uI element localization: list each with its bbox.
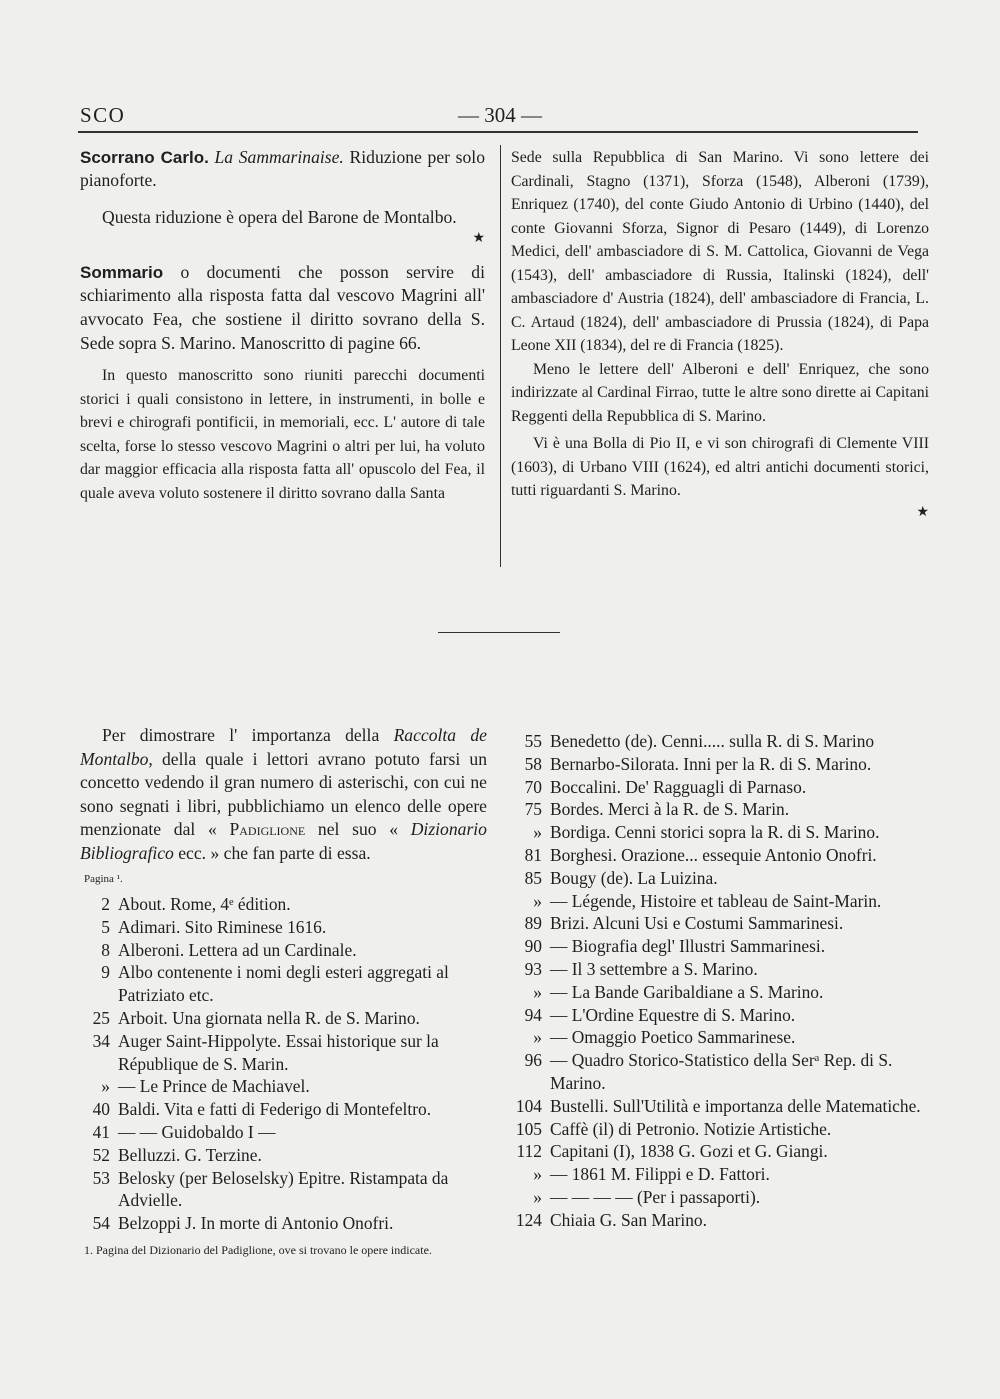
item-title: — 1861 M. Filippi e D. Fattori. [550, 1164, 770, 1185]
item-title: Brizi. Alcuni Usi e Costumi Sammarinesi. [550, 913, 844, 934]
item-title: — Légende, Histoire et tableau de Saint-Marin. [550, 890, 882, 911]
entry-note: Questa riduzione è opera del Barone de Montalbo. [102, 206, 457, 227]
paragraph: Sede sulla Repubblica di San Marino. Vi sono lettere dei Cardinali, Stagno (1371), Sforza (1548), Alberoni (1739), Enriquez (1740), del conte Giudo Antonio di Urbino (1440), del conte Giovanni Sforza, Signor di Pesaro (1449), di Lorenzo Medici, dell' ambasciadore di S. M. Cattolica, Giovanni de Vega (1543), dell' ambasciadore di Russia, Italinski (1824), dell' ambasciadore d' Austria (1824), dell' ambasciadore di Francia, L. C. Artaud (1824), dell' ambasciadore di Prussia (1824), di Papa Leone XII (1834), del re di Francia (1825). [511, 149, 929, 354]
item-page-number: 40 [92, 1099, 110, 1120]
item-page-number: 89 [524, 913, 542, 934]
entry-scorrano [80, 146, 485, 193]
list-item [512, 1049, 932, 1095]
list-item [80, 1212, 492, 1235]
item-page-number: 104 [515, 1095, 542, 1116]
list-item [80, 1007, 492, 1030]
entry-title: La Sammarinaise. [214, 147, 344, 167]
item-title: Belluzzi. G. Terzine. [118, 1144, 262, 1165]
list-item [80, 1144, 492, 1167]
item-page-number: 93 [524, 958, 542, 979]
intro-text: ecc. » che fan parte di essa. [178, 842, 371, 863]
header-rule [78, 131, 918, 133]
intro-text: Per dimostrare l' importanza della [102, 725, 380, 745]
intro-italic: Raccolta de Montalbo, [80, 725, 487, 769]
item-page-number: 5 [101, 916, 110, 937]
list-item [512, 1140, 932, 1163]
footnote: 1. Pagina del Dizionario del Padiglione, ove si trovano le opere indicate. [84, 1243, 432, 1257]
item-title: Bordiga. Cenni storici sopra la R. di S. Marino. [550, 822, 880, 843]
right-column [511, 146, 929, 523]
item-page-number: 94 [524, 1004, 542, 1025]
list-item [80, 893, 492, 916]
item-title: Belzoppi J. In morte di Antonio Onofri. [118, 1213, 394, 1234]
item-page-number: 34 [92, 1030, 110, 1051]
list-item [80, 916, 492, 939]
item-title: Borghesi. Orazione... essequie Antonio Onofri. [550, 844, 877, 865]
item-page-number: » [533, 890, 542, 911]
list-item [512, 753, 932, 776]
asterisk-mark: ★ [472, 230, 485, 246]
item-page-number: 58 [524, 753, 542, 774]
item-title: Bustelli. Sull'Utilità e importanza delle Matematiche. [550, 1095, 921, 1116]
item-title: Bordes. Merci à la R. de S. Marin. [550, 799, 790, 820]
item-title: — La Bande Garibaldiane a S. Marino. [550, 981, 824, 1002]
entry-keyword: Scorrano Carlo. [80, 148, 209, 167]
item-page-number: 85 [524, 867, 542, 888]
item-title: Bernarbo-Silorata. Inni per la R. di S. Marino. [550, 753, 872, 774]
item-title: — L'Ordine Equestre di S. Marino. [550, 1004, 796, 1025]
column-divider [500, 145, 501, 567]
list-item [512, 730, 932, 753]
list-item [80, 1075, 492, 1098]
item-title: — Biografia degl' Illustri Sammarinesi. [550, 936, 826, 957]
item-page-number: » [101, 1076, 110, 1097]
paragraph: Meno le lettere dell' Alberoni e dell' Enriquez, che sono indirizzate al Cardinal Firrao, tutte le altre sono dirette ai Capitani Reggenti della Repubblica di S. Marino. [511, 360, 929, 425]
item-title: — Le Prince de Machiavel. [118, 1076, 310, 1097]
item-page-number: » [533, 822, 542, 843]
list-item [512, 1095, 932, 1118]
list-item [512, 1026, 932, 1049]
list-item [512, 958, 932, 981]
item-page-number: 54 [92, 1213, 110, 1234]
intro-paragraph [80, 724, 487, 866]
list-item [80, 1167, 492, 1213]
item-title: — — — — (Per i passaporti). [550, 1186, 761, 1207]
list-item [512, 935, 932, 958]
paragraph: Vi è una Bolla di Pio II, e vi son chirografi di Clemente VIII (1603), di Urbano VIII (1624), ed altri antichi documenti storici, tutti riguardanti S. Marino. [511, 435, 929, 499]
item-page-number: 53 [92, 1167, 110, 1188]
page-number: — 304 — [458, 103, 542, 127]
item-page-number: 75 [524, 799, 542, 820]
item-title: Capitani (I), 1838 G. Gozi et G. Giangi. [550, 1141, 828, 1162]
item-page-number: 2 [101, 894, 110, 914]
item-page-number: » [533, 981, 542, 1002]
entry-text: o documenti che posson servire di schiarimento alla risposta fatta dal vescovo Magrini all' avvocato Fea, che sostiene il diritto sovrano della S. Sede sopra S. Marino. Manoscritto di pagine 66. [80, 261, 485, 353]
entry-keyword: Sommario [80, 262, 164, 282]
list-item [80, 939, 492, 962]
item-page-number: » [533, 1186, 542, 1207]
item-title: Belosky (per Beloselsky) Epitre. Ristampata da Advielle. [118, 1167, 449, 1211]
item-title: — Il 3 settembre a S. Marino. [550, 958, 758, 979]
bibliography-list-left [80, 893, 492, 1235]
entry-note: In questo manoscritto sono riuniti parecchi documenti storici i quali consistono in lettere, in instrumenti, in bolle e brevi e chirografi pontificii, in memoriali, ecc. L' autore di tale scelta, forse lo stesso vescovo Magrini o altri per lui, ha voluto dar maggior efficacia alla risposta fatta all' opuscolo del Fea, il quale aveva voluto sostenere il diritto sovrano dalla Santa [80, 367, 485, 502]
asterisk-mark: ★ [916, 504, 929, 520]
item-title: Adimari. Sito Riminese 1616. [118, 916, 327, 937]
header-section: SCO [80, 103, 126, 127]
entry-sommario [80, 261, 485, 355]
section-rule [438, 632, 560, 633]
intro-text: della quale i lettori avrano potuto farsi un concetto vedendo il gran numero di asterischi, con cui ne sono segnati i libri, pubblichiamo un elenco delle opere menzionate dal « [80, 748, 488, 840]
item-page-number: 90 [524, 936, 542, 957]
item-page-number: 52 [92, 1144, 110, 1165]
list-item [512, 1118, 932, 1141]
item-title: Caffè (il) di Petronio. Notizie Artistiche. [550, 1118, 832, 1139]
item-title: Benedetto (de). Cenni..... sulla R. di S. Marino [550, 731, 875, 751]
item-page-number: 9 [101, 962, 110, 983]
item-page-number: 70 [524, 776, 542, 797]
item-title: Auger Saint-Hippolyte. Essai historique sur la République de S. Marin. [118, 1030, 439, 1074]
item-page-number: 96 [524, 1050, 542, 1071]
list-item [512, 821, 932, 844]
list-item [512, 912, 932, 935]
entry-text: Riduzione per solo pianoforte. [80, 147, 485, 191]
bibliography-list-right [512, 730, 932, 1232]
list-item [512, 890, 932, 913]
item-title: Bougy (de). La Luizina. [550, 867, 718, 888]
item-page-number: 55 [524, 731, 542, 751]
item-page-number: » [533, 1027, 542, 1048]
list-item [80, 1098, 492, 1121]
intro-text: nel suo « [317, 819, 399, 840]
list-item [512, 798, 932, 821]
list-item [512, 1004, 932, 1027]
list-item [512, 1163, 932, 1186]
item-title: Alberoni. Lettera ad un Cardinale. [118, 939, 357, 960]
item-title: Boccalini. De' Ragguagli di Parnaso. [550, 776, 807, 797]
item-page-number: 8 [101, 939, 110, 960]
item-title: — Quadro Storico-Statistico della Serᵃ Rep. di S. Marino. [550, 1050, 893, 1093]
intro-smallcaps: Padiglione [229, 819, 306, 840]
item-page-number: 112 [516, 1141, 542, 1162]
list-item [512, 844, 932, 867]
item-page-number: 81 [524, 844, 542, 865]
item-title: Arboit. Una giornata nella R. de S. Marino. [118, 1007, 420, 1028]
left-column [80, 146, 485, 505]
item-page-number: 41 [92, 1121, 110, 1142]
item-title: — — Guidobaldo I — [118, 1121, 276, 1142]
item-page-number: 124 [515, 1209, 542, 1230]
item-title: About. Rome, 4ᵉ édition. [118, 894, 291, 914]
list-item [512, 867, 932, 890]
item-title: Chiaia G. San Marino. [550, 1209, 707, 1230]
list-item [80, 1121, 492, 1144]
item-title: Baldi. Vita e fatti di Federigo di Montefeltro. [118, 1099, 432, 1120]
list-item [80, 1030, 492, 1076]
item-page-number: » [533, 1164, 542, 1185]
item-page-number: 105 [515, 1118, 542, 1139]
list-item [512, 981, 932, 1004]
item-page-number: 25 [92, 1007, 110, 1028]
item-title: Albo contenente i nomi degli esteri aggregati al Patriziato etc. [118, 962, 449, 1006]
pagina-label: Pagina ¹. [84, 873, 123, 885]
list-item [80, 961, 492, 1007]
list-item [512, 1209, 932, 1232]
list-item [512, 1186, 932, 1209]
list-item [512, 776, 932, 799]
item-title: — Omaggio Poetico Sammarinese. [550, 1027, 796, 1048]
intro-italic: Dizionario Bibliografico [80, 819, 487, 863]
